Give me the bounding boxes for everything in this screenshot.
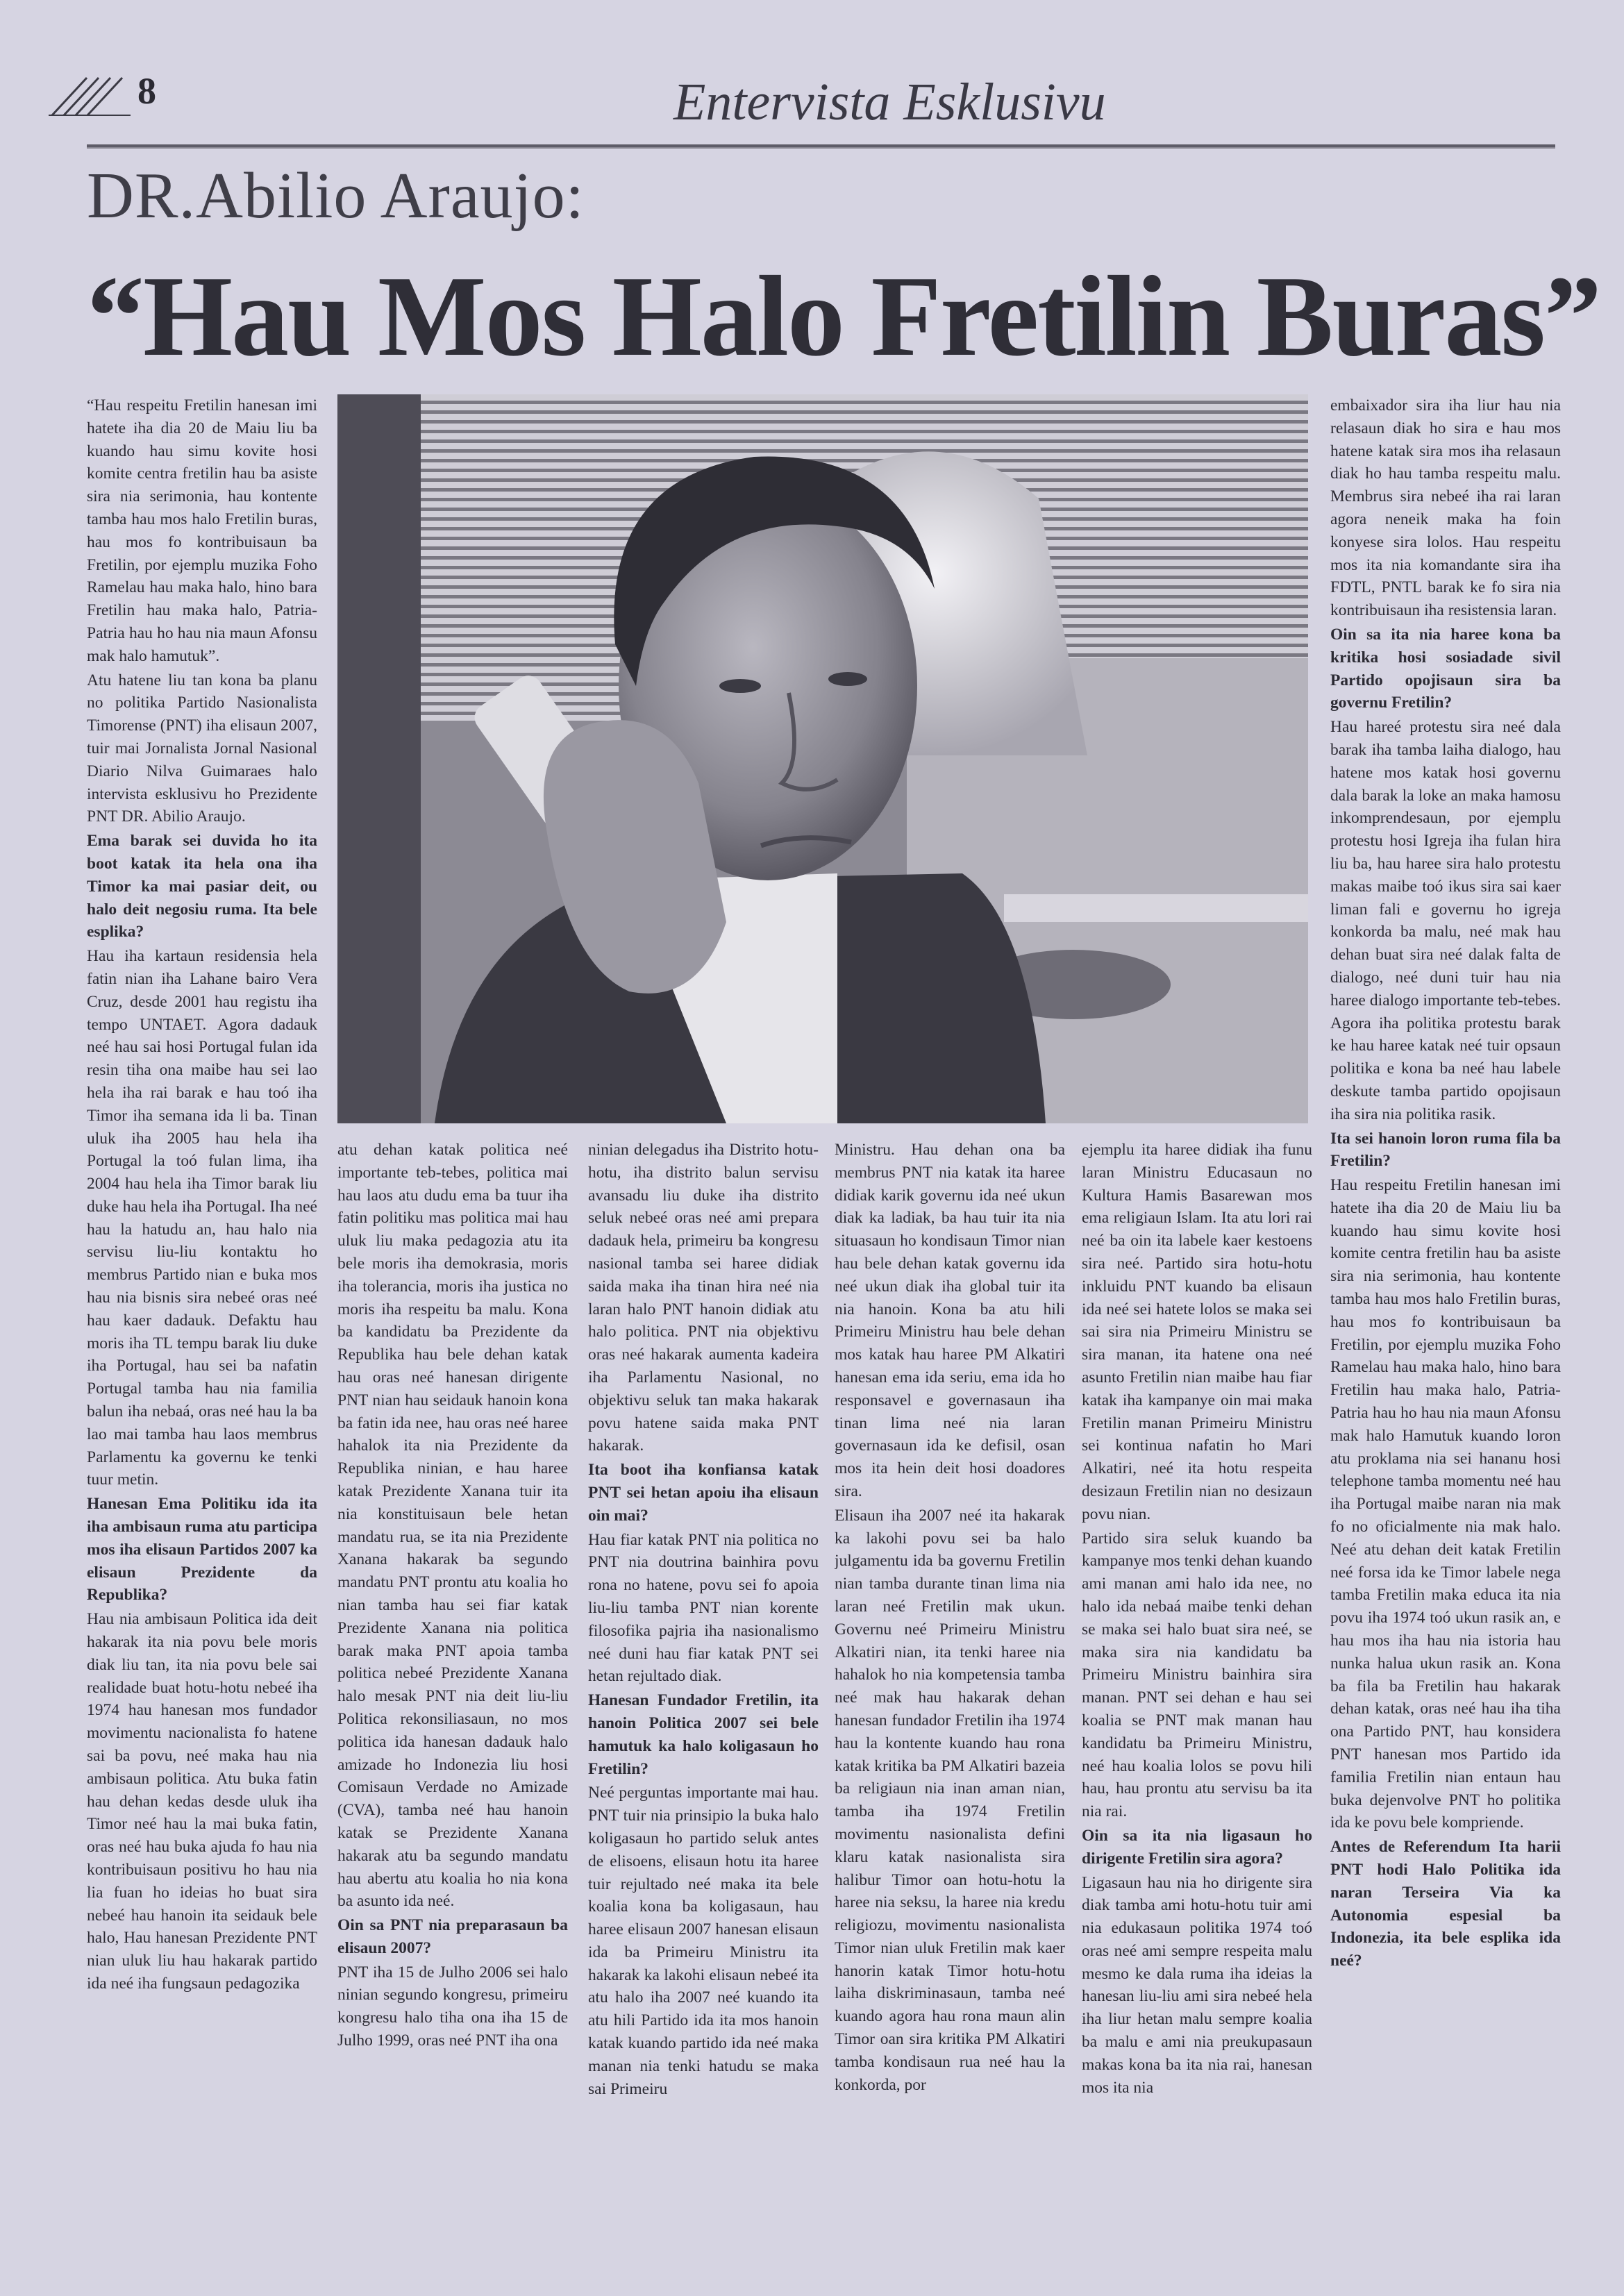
- interview-question: Ita sei hanoin loron ruma fila ba Fretilin?: [1330, 1129, 1561, 1171]
- article-paragraph: Hau iha kartaun residensia hela fatin nian iha Lahane bairo Vera Cruz, desde 2001 hau registu iha tempo UNTAET. Agora dadauk neé hau sai hosi Portugal fulan ida resin tiha ona maibe hau sei lao hela iha rai barak e hau toó iha Timor iha semana ida li ba. Tinan uluk iha 2005 hau hela iha Portugal la toó fulan lima, iha 2004 hau hela iha Timor barak liu duke hau hela iha Portugal. Iha neé hau la hatudu an, hau halo nia servisu liu-liu kontaktu ho membrus Partido nian e buka mos hau nia bisnis sira nebeé oras neé hau kaer dadauk. Defaktu hau moris iha TL tempu barak liu duke iha Portugal, hau sei ba nafatin Portugal tamba hau nia familia balun iha nebaá, oras neé hau la ba lao mai tamba hau laos membrus Parlamentu ka governu ke tenki tuur metin.: [87, 947, 317, 1489]
- article-paragraph: Hau respeitu Fretilin hanesan imi hatete iha dia 20 de Maiu liu ba kuando hau simu kovite hosi komite centra fretilin hau ba asiste sira nia serimonia, hau kontente tamba hau mos halo Fretilin buras, hau mos fo kontribuisaun ba Fretilin, por ejemplu muzika Foho Ramelau hau maka halo, hino bara Fretilin hau maka halo, Patria-Patria hau ho hau nia maun Afonsu mak halo Hamutuk kuando loron atu proklama nia sei hananu hosi telephone tamba momentu neé hau iha Portugal maibe naran nia mak fo no oficialmente nia mak halo. Neé atu dehan deit katak Fretilin neé forsa ida ke Timor labele nega tamba Fretilin maka educa ita nia povu iha 1974 toó ukun rasik an, e hau mos iha hau nia istoria hau nunka halua ukun rasik an. Kona ba fila ba Fretilin hau hakarak dehan katak, oras neé hau iha tiha ona Partido PNT, hau konsidera PNT hanesan mos Partido ida familia Fretilin nian entaun hau buka dejenvolve PNT ho politika ida ke povu bele kompriende.: [1330, 1176, 1561, 1832]
- page-header: [49, 62, 1555, 146]
- interview-question: Ita boot iha konfiansa katak PNT sei hetan apoiu iha elisaun oin mai?: [588, 1461, 819, 1525]
- article-column-2: [337, 1139, 568, 2213]
- interview-photo: [337, 394, 1308, 1123]
- article-paragraph: Hau nia ambisaun Politica ida deit hakarak ita nia povu bele moris diak liu tan, ita nia povu bele sai realidade buat hotu-hotu nebeé iha 1974 hau hanesan mos fundador movimentu nacionalista fo hatene sai ba povu, neé maka hau nia ambisaun politica. Atu buka fatin hau dehan kedas desde uluk iha Timor neé hau la mai buka fatin, oras neé hau buka ajuda fo hau nia kontribuisaun positivu ho hau nia lia fuan ho ideias ho buat sira nebeé hau hanoin ita seidauk bele halo, Hau hanesan Prezidente PNT nian uluk liu hau hakarak partido ida neé iha fungsaun pedagozika: [87, 1610, 317, 1993]
- interview-question: Hanesan Fundador Fretilin, ita hanoin Politica 2007 sei bele hamutuk ka halo koligasaun ho Fretilin?: [588, 1691, 819, 1778]
- hatch-lines-icon: [49, 75, 132, 117]
- article-paragraph: Partido sira seluk kuando ba kampanye mos tenki dehan kuando ami manan ami halo ida nee, no halo ida nebaá maibe tenki dehan se maka sei halo buat sira neé, se maka sira nia kandidatu ba Primeiru Ministru bainhira sira manan. PNT sei dehan e hau sei koalia se PNT mak manan hau kandidatu ba Primeiru Ministru, neé hau koalia lolos se povu hili hau, hau prontu atu servisu ba ita nia rai.: [1082, 1529, 1312, 1821]
- article-column-4: [835, 1139, 1065, 2213]
- article-paragraph: Hau fiar katak PNT nia politica no PNT nia doutrina bainhira povu rona no hatene, povu sei fo apoia liu-liu tamba PNT nian korente filosofika pajria iha nasionalismo neé duni hau fiar katak PNT sei hetan rejultado diak.: [588, 1530, 819, 1686]
- interview-question: Ema barak sei duvida ho ita boot katak ita hela ona iha Timor ka mai pasiar deit, ou halo deit negosiu ruma. Ita bele esplika?: [87, 832, 317, 941]
- interview-question: Oin sa ita nia haree kona ba kritika hosi sosiadade sivil Partido opojisaun sira ba governu Fretilin?: [1330, 625, 1561, 712]
- interview-question: Antes de Referendum Ita harii PNT hodi Halo Politika ida naran Terseira Via ka Autonomia espesial ba Indonezia, ita bele esplika ida neé?: [1330, 1838, 1561, 1970]
- article-paragraph: embaixador sira iha liur hau nia relasaun diak ho sira e hau mos hatene katak sira mos iha relasaun diak ho hau tamba respeitu malu. Membrus sira nebeé iha rai laran agora neneik maka ha foin konyese sira lolos. Hau respeitu mos ita nia komandante sira iha FDTL, PNTL barak ke fo sira nia kontribuisaun iha resistensia laran.: [1330, 396, 1561, 620]
- article-paragraph: Elisaun iha 2007 neé ita hakarak ka lakohi povu sei ba halo julgamentu ida ba governu Fretilin nian tamba durante tinan lima nia laran neé Fretilin mak ukun. Governu neé Primeiru Ministru Alkatiri nian, ita tenki haree nia hahalok ho nia kompetensia tamba neé mak hau hakarak dehan hanesan fundador Fretilin iha 1974 hau la kontente kuando hau rona katak kritika ba PM Alkatiri bazeia ba religiaun nia inan aman nian, tamba iha 1974 Fretilin movimentu nasionalista defini klaru katak nasionalista sira halibur Timor oan hotu-hotu la haree nia seksu, la haree nia kredu religiozu, movimentu nasionalista Timor nian uluk Fretilin mak kaer hanorin katak Timor hotu-hotu laiha diskriminasaun, tamba neé kuando agora hau rona maun alin Timor oan sira kritika PM Alkatiri tamba kondisaun rua neé hau la konkorda, por: [835, 1506, 1065, 2094]
- interview-question: Oin sa PNT nia preparasaun ba elisaun 2007?: [337, 1916, 568, 1957]
- article-paragraph: Ministru. Hau dehan ona ba membrus PNT nia katak ita haree didiak karik governu ida neé ukun diak ka ladiak, ba hau tuir ita nia situasaun ho kondisaun Timor nian hau bele dehan katak governu ida neé ukun diak iha global tuir ita nia hanoin. Kona ba atu hili Primeiru Ministru hau bele dehan mos katak hau haree PM Alkatiri hanesan ema ida seriu, ema ida ho responsavel e governasaun iha tinan lima neé nia laran governasaun ida ke defisil, osan mos ita hein deit hosi doadores sira.: [835, 1141, 1065, 1500]
- article-paragraph: Hau hareé protestu sira neé dala barak iha tamba laiha dialogo, hau hatene mos katak hosi governu dala barak la loke an maka hamosu inkomprendesaun, por ejemplu protestu hosi Igreja iha fulan hira liu ba, hau haree sira halo protestu makas maibe toó ikus sira sai kaer liman fali e governu ho igreja konkorda ba malu, neé mak hau dehan buat sira neé dalak falta de dialogo, neé duni tuir hau nia haree dialogo importante teb-tebes. Agora iha politika protestu barak ke hau haree katak neé tuir opsaun politika e kona ba neé hau labele deskute tamba partido opojisaun iha sira nia politika rasik.: [1330, 718, 1561, 1123]
- article-paragraph: Ligasaun hau nia ho dirigente sira diak tamba ami hotu-hotu tuir ami nia edukasaun politika 1974 toó oras neé ami sempre respeita malu mesmo ke dala ruma iha ideias la hanesan liu-liu ami sira nebeé hela iha liur hetan malu sempre koalia ba malu e ami nia preukupasaun makas kona ba ita nia rai, hanesan mos ita nia: [1082, 1873, 1312, 2097]
- article-paragraph: atu dehan katak politica neé importante teb-tebes, politica mai hau laos atu dudu ema ba tuur iha fatin politiku mas politica mai hau uluk liu maka pedagozia atu ita bele moris iha demokrasia, moris iha tolerancia, moris iha justica no moris iha respeitu ba malu. Kona ba kandidatu ba Prezidente da Republika hau bele dehan katak hau oras neé hanesan dirigente PNT nian hau seidauk hanoin kona ba fatin ida nee, hau oras neé haree hahalok ita nia Prezidente da Republika ninian, e hau haree katak Prezidente Xanana tuir ita nia konstituisaun bele hetan mandatu rua, se ita nia Prezidente Xanana hakarak ba segundo mandatu PNT prontu atu koalia ho nian tamba hau sei fiar katak Prezidente Xanana nia politica barak maka PNT apoia tamba politica nebeé Prezidente Xanana halo mesak PNT nia deit liu-liu Politica rekonsiliasaun, no mos politica ida hanesan dadauk halo amizade ho Indonezia liu hosi Comisaun Verdade no Amizade (CVA), tamba neé hau hanoin katak se Prezidente Xanana hakarak atu ba segundo mandatu hau abertu atu koalia ho nia kona ba asunto ida neé.: [337, 1141, 568, 1911]
- portrait-illustration: [337, 394, 1308, 1123]
- article-column-6: [1330, 394, 1561, 2213]
- article-paragraph: Neé perguntas importante mai hau. PNT tuir nia prinsipio la buka halo koligasaun ho partido seluk antes de elisoens, elisaun hotu ita haree tuir rejultado neé maka ita bele koalia kona ba koligasaun, hau haree elisaun 2007 hanesan elisaun ida ba Primeiru Ministru ita hakarak ka lakohi elisaun nebeé ita atu halo iha 2007 neé kuando ita atu hili Partido ida ita mos hanoin katak kuando partido ida neé maka manan nia tenki hatudu se maka sai Primeiru: [588, 1784, 819, 2098]
- article-column-3: [588, 1139, 819, 2213]
- interview-question: Oin sa ita nia ligasaun ho dirigente Fretilin sira agora?: [1082, 1826, 1312, 1868]
- article-column-1: [87, 394, 317, 2213]
- headline: “Hau Mos Halo Fretilin Buras”: [87, 252, 1601, 380]
- interview-question: Hanesan Ema Politiku ida ita iha ambisaun ruma atu participa mos iha elisaun Partidos 2007 ka elisaun Prezidente da Republika?: [87, 1495, 317, 1604]
- article-paragraph: Atu hatene liu tan kona ba planu no politika Partido Nasionalista Timorense (PNT) iha elisaun 2007, tuir mai Jornalista Jornal Nasional Diario Nilva Guimaraes halo intervista esklusivu ho Prezidente PNT DR. Abilio Araujo.: [87, 671, 317, 826]
- header-rule: [87, 144, 1555, 149]
- article-column-5: [1082, 1139, 1312, 2213]
- page-number: 8: [137, 70, 156, 112]
- interviewee-name: DR.Abilio Araujo:: [87, 160, 585, 232]
- section-title: Entervista Esklusivu: [673, 73, 1106, 131]
- article-paragraph: ninian delegadus iha Distrito hotu-hotu, iha distrito balun servisu avansadu liu duke iha distrito seluk nebeé oras neé ami prepara dadauk hela, primeiru ba kongresu nasional tamba sei haree didiak saida maka iha tinan hira neé nia laran halo PNT hanoin didiak atu halo politica. PNT nia objektivu oras neé hakarak aumenta kadeira iha Parlamentu Nasional, no objektivu seluk tan maka hakarak povu hatene saida maka PNT hakarak.: [588, 1141, 819, 1455]
- article-paragraph: ejemplu ita haree didiak iha funu laran Ministru Educasaun no Kultura Hamis Basarewan mos ema religiaun Islam. Ita atu lori rai neé ba oin ita labele kaer kestoens sira neé. Partido sira hotu-hotu inkluidu PNT kuando ba elisaun ida neé sei hatete lolos se maka sei sai sira nia Primeiru Ministru se sira manan, ita hatene ona neé asunto Fretilin nian maibe hau fiar katak iha kampanye oin mai maka Fretilin manan Primeiru Ministru sei kontinua nafatin ho Mari Alkatiri, neé ita hotu respeita desizaun Fretilin nian no desizaun povu nian.: [1082, 1141, 1312, 1523]
- article-paragraph: PNT iha 15 de Julho 2006 sei halo ninian segundo kongresu, primeiru kongresu halo tiha ona iha 15 de Julho 1999, oras neé PNT iha ona: [337, 1963, 568, 2050]
- article-paragraph: “Hau respeitu Fretilin hanesan imi hatete iha dia 20 de Maiu liu ba kuando hau simu kovite hosi komite centra fretilin hau ba asiste sira nia serimonia, hau kontente tamba hau mos halo Fretilin buras, hau mos fo kontribuisaun ba Fretilin, por ejemplu muzika Foho Ramelau hau maka halo, hino bara Fretilin hau maka halo, Patria-Patria hau ho hau nia maun Afonsu mak halo hamutuk”.: [87, 396, 317, 665]
